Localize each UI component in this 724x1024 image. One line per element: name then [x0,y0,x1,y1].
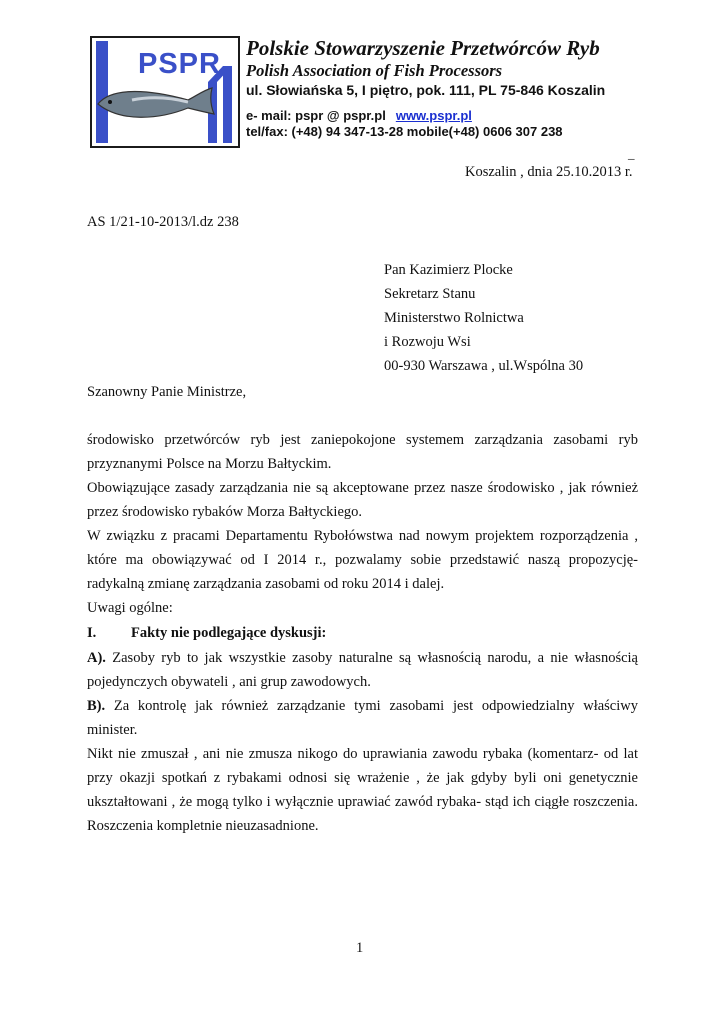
header-dash: _ [628,146,635,161]
salutation: Szanowny Panie Ministrze, [87,384,247,400]
body-line: Nikt nie zmuszał , ani nie zmusza nikogo do uprawiania zawodu rybaka (komentarz- od lat [87,746,638,762]
contact-line [246,108,472,123]
recipient-line: i Rozwoju Wsi [384,334,471,350]
page-number: 1 [356,940,364,956]
reference-number: AS 1/21-10-2013/l.dz 238 [87,214,239,230]
section-heading [87,624,638,642]
recipient-line: 00-930 Warszawa , ul.Wspólna 30 [384,358,584,374]
body-line: Uwagi ogólne: [87,600,173,616]
section-title: Fakty nie podlegające dyskusji: [131,625,327,641]
email-text: e- mail: pspr @ pspr.pl [246,108,386,123]
section-number: I. [87,625,97,641]
body-line: radykalną zmianę zarządzania zasobami od roku 2014 i dalej. [87,576,445,592]
recipient-line: Ministerstwo Rolnictwa [384,310,524,326]
phone-line: tel/fax: (+48) 94 347-13-28 mobile(+48) 0606 307 238 [246,124,563,139]
point-b-label: B). [87,698,106,714]
body-line: przy okazji spotkań z rybakami odnosi się wrażenie , że jak gdyby byli oni genetycznie [87,770,638,786]
point-a-line: A). Zasoby ryb to jak wszystkie zasoby naturalne są własnością narodu, a nie własnością [87,650,638,666]
body-line: Roszczenia kompletnie nieuzasadnione. [87,818,319,834]
pspr-logo [90,36,240,148]
point-a-label: A). [87,650,106,666]
body-line: które ma obowiązywać od I 2014 r., pozwalamy sobie przedstawić naszą propozycję- [87,552,638,568]
body-line: przez środowisko rybaków Morza Bałtyckiego. [87,504,363,520]
organization-address: ul. Słowiańska 5, I piętro, pok. 111, PL 75-846 Koszalin [246,82,606,98]
body-line: ukształtowani , że mogą tylko i wyłącznie uprawiać zawód rybaka- stąd ich ciągłe roszczenia. [87,794,638,810]
logo-bar [96,41,108,143]
organization-subtitle: Polish Association of Fish Processors [246,61,503,80]
logo-text: PSPR [138,48,221,80]
point-b-line: B). Za kontrolę jak również zarządzanie tymi zasobami jest odpowiedzialny właściwy [87,698,638,714]
body-line: Obowiązujące zasady zarządzania nie są akceptowane przez nasze środowisko , jak również [87,480,638,496]
organization-title: Polskie Stowarzyszenie Przetwórców Ryb [246,36,600,60]
recipient-line: Pan Kazimierz Plocke [384,262,513,278]
body-line: W związku z pracami Departamentu Rybołówstwa nad nowym projektem rozporządzenia , [87,528,638,544]
point-a-line: pojedynczych obywateli , ani grup zawodowych. [87,674,371,690]
website-link[interactable]: www.pspr.pl [395,108,472,123]
place-date: Koszalin , dnia 25.10.2013 r. [465,164,633,180]
point-b-line: minister. [87,722,138,738]
body-line: przyznanymi Polsce na Morzu Bałtyckim. [87,456,332,472]
body-line: środowisko przetwórców ryb jest zaniepokojone systemem zarządzania zasobami ryb [87,432,638,448]
recipient-line: Sekretarz Stanu [384,286,476,302]
